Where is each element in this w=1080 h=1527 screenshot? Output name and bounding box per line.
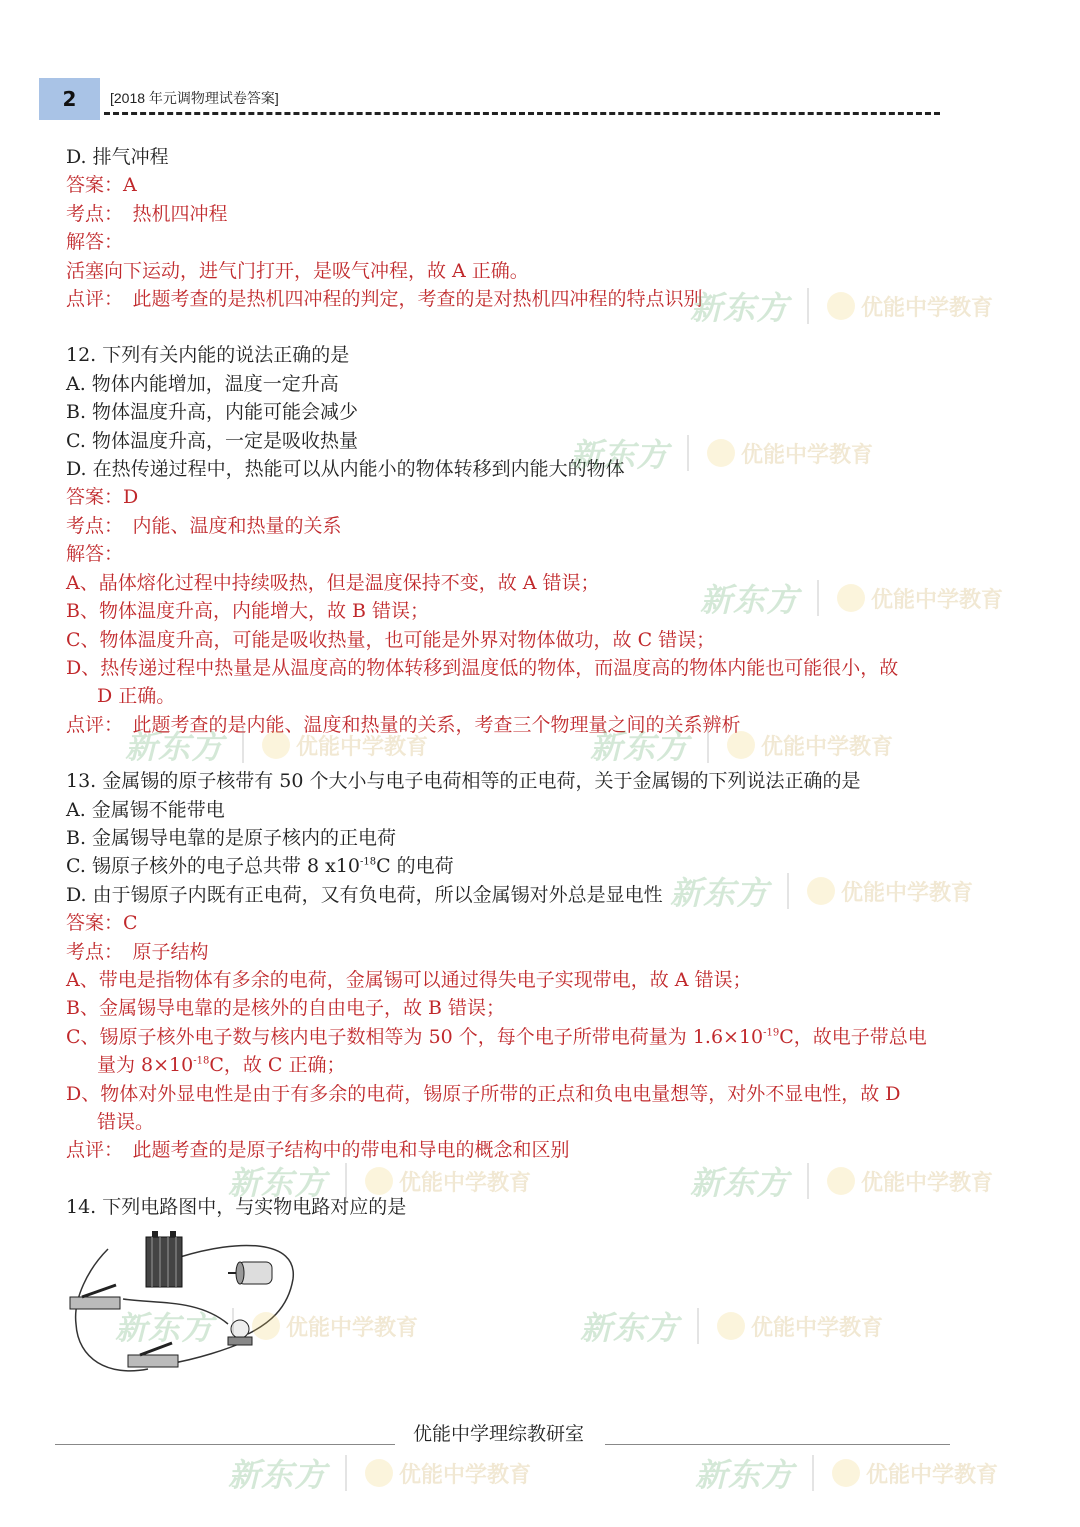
watermark: 新东方 优能中学教育 bbox=[690, 289, 994, 327]
q13-comment: 点评： 此题考查的是原子结构中的带电和导电的概念和区别 bbox=[66, 1139, 570, 1162]
watermark: 新东方 优能中学教育 bbox=[670, 874, 974, 912]
q13-question: 13. 金属锡的原子核带有 50 个大小与电子电荷相等的正电荷，关于金属锡的下列说法正确的是 bbox=[66, 770, 861, 793]
q13-solution-c-cont bbox=[66, 1051, 1026, 1079]
circuit-diagram bbox=[68, 1229, 308, 1379]
q12-solution-b: B、物体温度升高，内能增大，故 B 错误； bbox=[66, 600, 430, 623]
q12-option-b: B. 物体温度升高，内能可能会减少 bbox=[66, 401, 359, 424]
watermark: 新东方 优能中学教育 bbox=[228, 1456, 532, 1494]
q13-solution-d-cont: 错误。 bbox=[97, 1111, 155, 1133]
watermark: 新东方 优能中学教育 bbox=[570, 436, 874, 474]
q13-solution-c-text: C、锡原子核外电子数与核内电子数相等为 50 个，每个电子所带电荷量为 1.6×10 bbox=[66, 1025, 764, 1048]
q12-option-d: D. 在热传递过程中，热能可以从内能小的物体转移到内能大的物体 bbox=[66, 458, 625, 481]
q13-solution-c2-exponent: -18 bbox=[193, 1055, 210, 1067]
switch-icon-lower bbox=[128, 1343, 178, 1367]
q13-solution-b: B、金属锡导电靠的是核外的自由电子，故 B 错误； bbox=[66, 997, 506, 1020]
header-divider bbox=[104, 112, 940, 115]
q12-question: 12. 下列有关内能的说法正确的是 bbox=[66, 344, 350, 367]
watermark: 新东方 优能中学教育 bbox=[115, 1309, 419, 1347]
battery-icon bbox=[146, 1231, 182, 1287]
q11-solution: 活塞向下运动，进气门打开，是吸气冲程，故 A 正确。 bbox=[66, 259, 529, 282]
q13-option-c-exponent: -18 bbox=[360, 857, 377, 869]
q13-option-c-unit: C 的电荷 bbox=[376, 855, 454, 878]
wire-left bbox=[76, 1249, 148, 1371]
q12-solution-d-cont: D 正确。 bbox=[97, 685, 176, 708]
watermark: 新东方 优能中学教育 bbox=[590, 728, 894, 766]
document-body bbox=[66, 143, 1026, 1379]
bulb-icon bbox=[228, 1320, 252, 1345]
q13-solution-c bbox=[66, 1023, 1026, 1051]
page-number-badge: 2 bbox=[39, 78, 100, 120]
q13-option-c-text: C. 锡原子核外的电子总共带 8 x10 bbox=[66, 855, 360, 878]
q11-comment: 点评： 此题考查的是热机四冲程的判定，考查的是对热机四冲程的特点识别 bbox=[66, 288, 703, 311]
q11-solution-label: 解答： bbox=[66, 231, 124, 254]
q13-option-d: D. 由于锡原子内既有正电荷，又有负电荷，所以金属锡对外总是显电性 bbox=[66, 883, 663, 906]
watermark: 新东方 优能中学教育 bbox=[228, 1164, 532, 1202]
q12-option-c: C. 物体温度升高，一定是吸收热量 bbox=[66, 429, 358, 452]
watermark: 新东方 优能中学教育 bbox=[580, 1309, 884, 1347]
q13-option-c bbox=[66, 852, 1026, 880]
q14-question: 14. 下列电路图中，与实物电路对应的是 bbox=[66, 1195, 407, 1218]
q12-comment: 点评： 此题考查的是内能、温度和热量的关系，考查三个物理量之间的关系辨析 bbox=[66, 713, 741, 736]
watermark: 新东方 优能中学教育 bbox=[700, 581, 1004, 619]
q13-point: 考点： 原子结构 bbox=[66, 940, 209, 963]
q12-solution-d: D、热传递过程中热量是从温度高的物体转移到温度低的物体，而温度高的物体内能也可能很小，故 bbox=[66, 656, 899, 679]
q13-solution-c-exponent: -19 bbox=[763, 1027, 780, 1039]
q12-answer: 答案：D bbox=[66, 486, 139, 509]
q12-option-a: A. 物体内能增加，温度一定升高 bbox=[66, 372, 339, 395]
footer-divider-right bbox=[605, 1444, 950, 1445]
footer-divider-left bbox=[55, 1444, 395, 1445]
header-title: [2018 年元调物理试卷答案] bbox=[110, 90, 279, 106]
motor-icon bbox=[228, 1262, 272, 1284]
wire-middle bbox=[123, 1299, 228, 1324]
q13-option-b: B. 金属锡导电靠的是原子核内的正电荷 bbox=[66, 826, 397, 849]
q13-solution-d: D、物体对外显电性是由于有多余的电荷，锡原子所带的正点和负电电量想等，对外不显电性，故 D bbox=[66, 1082, 901, 1105]
q12-solution-a: A、晶体熔化过程中持续吸热，但是温度保持不变，故 A 错误； bbox=[66, 571, 600, 594]
footer-text: 优能中学理综教研室 bbox=[413, 1423, 585, 1445]
q13-solution-c-tail: C，故电子带总电 bbox=[779, 1025, 927, 1048]
q13-solution-c2-text: 量为 8×10 bbox=[97, 1054, 194, 1077]
q13-answer: 答案：C bbox=[66, 912, 138, 935]
q12-solution-c: C、物体温度升高，可能是吸收热量，也可能是外界对物体做功，故 C 错误； bbox=[66, 628, 716, 651]
q11-point: 考点： 热机四冲程 bbox=[66, 202, 228, 225]
q11-option-d: D. 排气冲程 bbox=[66, 146, 169, 168]
watermark: 新东方 优能中学教育 bbox=[695, 1456, 999, 1494]
watermark: 新东方 优能中学教育 bbox=[690, 1164, 994, 1202]
q12-point: 考点： 内能、温度和热量的关系 bbox=[66, 514, 342, 537]
switch-icon-upper bbox=[70, 1285, 120, 1309]
q12-solution-label: 解答： bbox=[66, 543, 124, 566]
q13-solution-a: A、带电是指物体有多余的电荷，金属锡可以通过得失电子实现带电，故 A 错误； bbox=[66, 968, 752, 991]
q13-option-a: A. 金属锡不能带电 bbox=[66, 798, 225, 821]
q11-answer: 答案：A bbox=[66, 174, 137, 197]
q13-solution-c2-tail: C，故 C 正确； bbox=[209, 1054, 346, 1077]
watermark: 新东方 优能中学教育 bbox=[125, 728, 429, 766]
